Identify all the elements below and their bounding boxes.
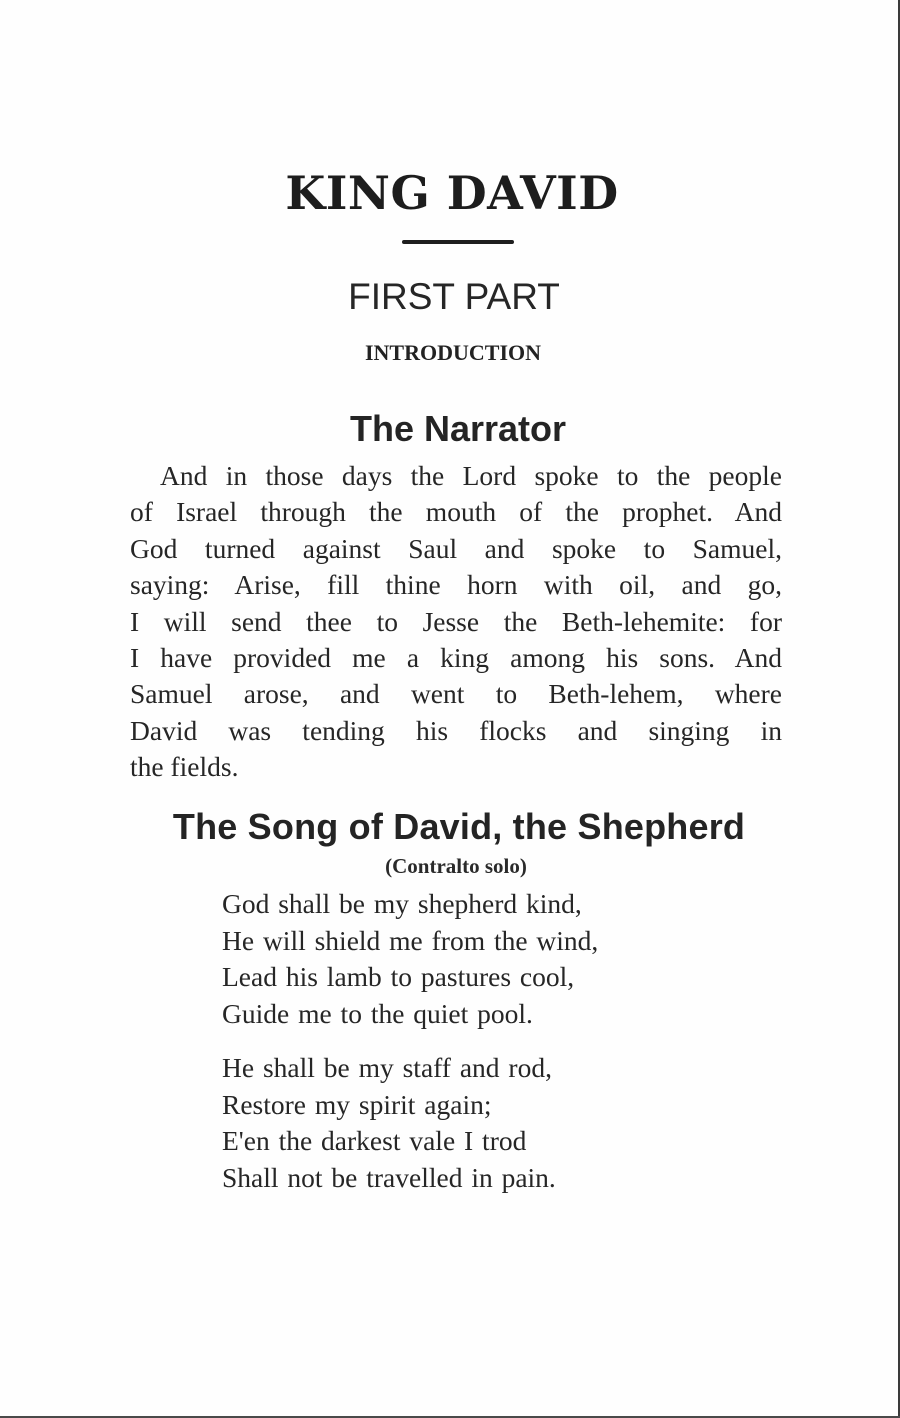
title-divider	[402, 240, 514, 244]
verse-line: He shall be my staff and rod,	[222, 1052, 552, 1083]
narration-line: I will send thee to Jesse the Beth-lehemite: for	[130, 605, 782, 637]
verse-line: Lead his lamb to pastures cool,	[222, 961, 575, 992]
song-stanza	[222, 1050, 556, 1196]
narration-paragraph	[130, 458, 782, 786]
verse-line: He will shield me from the wind,	[222, 924, 599, 956]
narration-line: Samuel arose, and went to Beth-lehem, where	[130, 678, 782, 710]
part-heading: FIRST PART	[348, 276, 560, 317]
verse-line: Restore my spirit again;	[222, 1088, 492, 1120]
narration-line: God turned against Saul and spoke to Samuel,	[130, 532, 782, 564]
voice-note: (Contralto solo)	[385, 854, 527, 878]
narrator-heading: The Narrator	[349, 408, 567, 449]
narration-line: And in those days the Lord spoke to the people	[160, 460, 782, 491]
narration-line: I have provided me a king among his sons. And	[130, 642, 782, 674]
song-stanza	[222, 886, 598, 1032]
song-heading: The Song of David, the Shepherd	[172, 806, 746, 847]
narration-line: the fields.	[130, 751, 239, 783]
verse-line: God shall be my shepherd kind,	[222, 888, 582, 919]
verse-line: Guide me to the quiet pool.	[222, 997, 533, 1029]
verse-line: E'en the darkest vale I trod	[222, 1125, 527, 1156]
narration-line: David was tending his flocks and singing in	[130, 714, 782, 746]
narration-line: saying: Arise, fill thine horn with oil, and go,	[130, 569, 782, 601]
book-title: KING DAVID	[285, 166, 619, 220]
narration-line: of Israel through the mouth of the prophet. And	[130, 496, 782, 528]
section-heading: INTRODUCTION	[364, 340, 542, 365]
verse-line: Shall not be travelled in pain.	[222, 1161, 556, 1193]
